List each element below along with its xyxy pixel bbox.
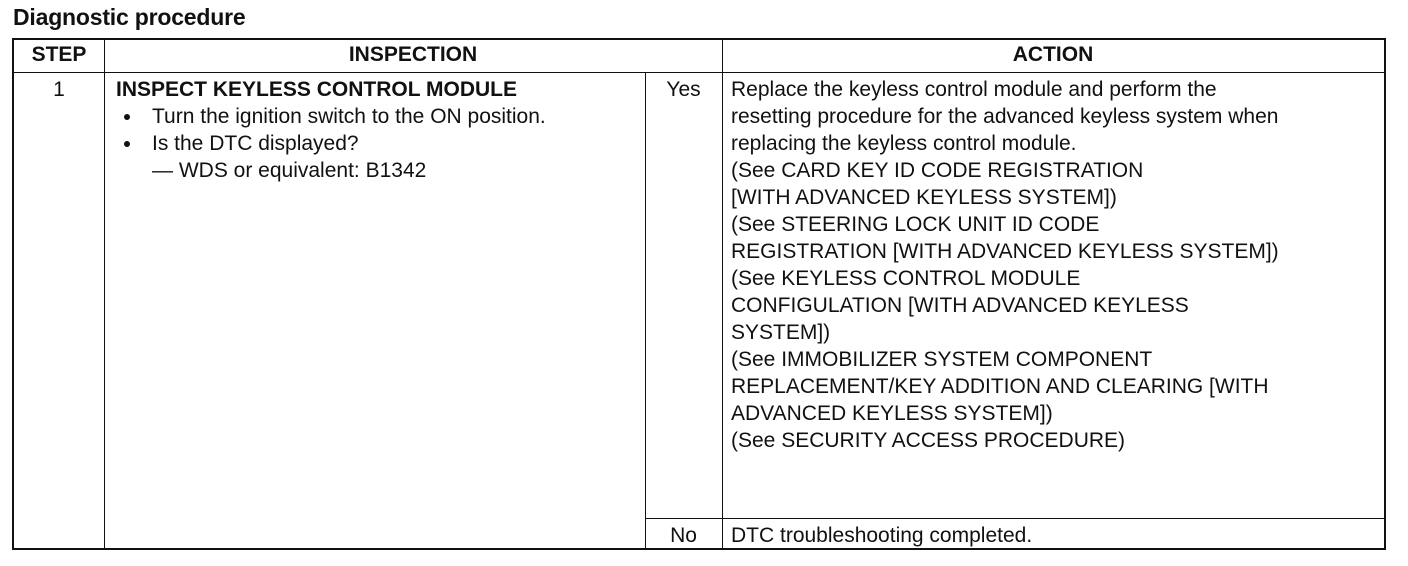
row-divider (645, 518, 1384, 519)
inspection-title: INSPECT KEYLESS CONTROL MODULE (116, 78, 517, 101)
action-line: Replace the keyless control module and perform the (731, 78, 1217, 101)
yes-action (731, 76, 1381, 454)
inspection-bullet: Is the DTC displayed? (116, 130, 641, 157)
header-divider (14, 72, 1384, 73)
action-line: REGISTRATION [WITH ADVANCED KEYLESS SYSTEM]) (731, 240, 1279, 263)
column-divider (645, 72, 646, 548)
column-divider (104, 40, 105, 548)
action-line: CONFIGULATION [WITH ADVANCED KEYLESS (731, 294, 1189, 317)
step-number: 1 (53, 78, 65, 101)
action-line: (See KEYLESS CONTROL MODULE (731, 267, 1081, 290)
diagnostic-table (12, 38, 1386, 550)
action-line: (See STEERING LOCK UNIT ID CODE (731, 213, 1100, 236)
inspection-bullet: Turn the ignition switch to the ON position. (116, 103, 641, 130)
action-line: resetting procedure for the advanced keyless system when (731, 105, 1279, 128)
header-inspection: INSPECTION (348, 43, 478, 66)
action-line: replacing the keyless control module. (731, 132, 1077, 155)
header-action: ACTION (1012, 43, 1094, 66)
action-line: [WITH ADVANCED KEYLESS SYSTEM]) (731, 186, 1117, 209)
no-action: DTC troubleshooting completed. (731, 524, 1033, 547)
action-line: ADVANCED KEYLESS SYSTEM]) (731, 402, 1053, 425)
action-line: SYSTEM]) (731, 321, 831, 344)
page-title: Diagnostic procedure (13, 4, 246, 30)
inspection-list (116, 103, 641, 157)
action-line: (See IMMOBILIZER SYSTEM COMPONENT (731, 348, 1153, 371)
header-step: STEP (31, 43, 87, 66)
action-line: (See CARD KEY ID CODE REGISTRATION (731, 159, 1144, 182)
column-divider (722, 40, 723, 548)
inspection-content (116, 76, 641, 184)
no-label: No (670, 524, 697, 547)
action-line: REPLACEMENT/KEY ADDITION AND CLEARING [WITH (731, 375, 1269, 398)
inspection-sub-item: — WDS or equivalent: B1342 (152, 159, 427, 182)
yes-label: Yes (666, 78, 701, 101)
action-line: (See SECURITY ACCESS PROCEDURE) (731, 429, 1126, 452)
